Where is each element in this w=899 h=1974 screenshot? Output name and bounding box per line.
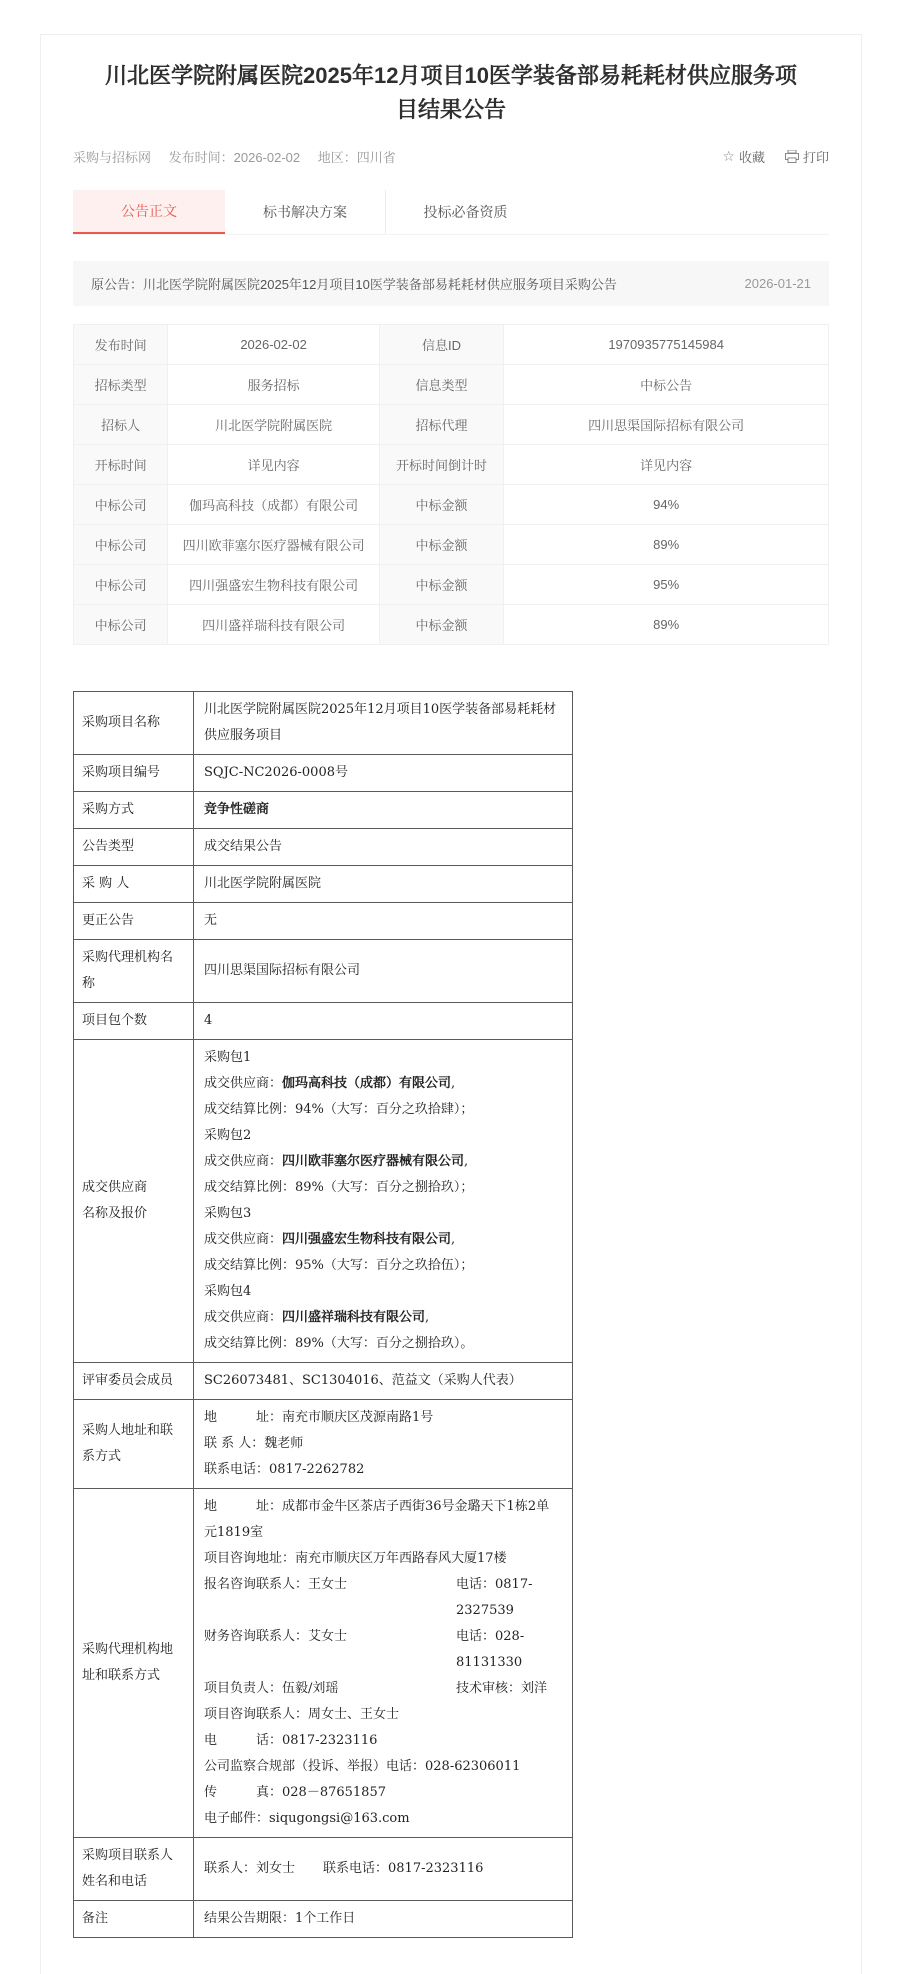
detail-label: 评审委员会成员 xyxy=(74,1363,194,1400)
purchaser-phone: 联系电话：0817-2262782 xyxy=(204,1462,365,1478)
info-label: 中标公司 xyxy=(74,605,168,645)
purchaser-name: 川北医学院附属医院 xyxy=(194,866,573,903)
publish-time: 发布时间：2026-02-02 xyxy=(168,150,301,166)
page-title: 川北医学院附属医院2025年12月项目10医学装备部易耗耗材供应服务项目结果公告 xyxy=(105,63,797,123)
info-value: 2026-02-02 xyxy=(168,325,379,365)
print-label: 打印 xyxy=(802,150,829,166)
agency-consult-address: 项目咨询地址：南充市顺庆区万年西路春风大厦17楼 xyxy=(204,1551,507,1567)
tech-review: 技术审核：刘洋 xyxy=(456,1681,548,1697)
winner-amount: 89% xyxy=(504,525,829,565)
original-notice-date: 2026-01-21 xyxy=(744,276,811,292)
info-label: 中标金额 xyxy=(379,525,504,565)
agency-consult-contact: 项目咨询联系人：周女士、王女士 xyxy=(204,1707,400,1723)
table-row xyxy=(74,1489,573,1838)
agency-manager-line xyxy=(204,1676,562,1702)
package-supplier-line xyxy=(204,1227,562,1253)
info-label: 中标金额 xyxy=(379,565,504,605)
table-row xyxy=(74,325,829,365)
table-row xyxy=(74,1838,573,1901)
supplier-label: 成交供应商： xyxy=(204,1310,283,1326)
favorite-label: 收藏 xyxy=(738,150,765,166)
source-site: 采购与招标网 xyxy=(73,150,152,166)
package-count: 4 xyxy=(194,1003,573,1040)
deal-label-line2: 名称及报价 xyxy=(82,1206,148,1222)
detail-table xyxy=(73,691,573,1938)
info-label: 中标公司 xyxy=(74,485,168,525)
committee-members: SC26073481、SC1304016、范益文（采购人代表） xyxy=(194,1363,573,1400)
info-label: 开标时间倒计时 xyxy=(379,445,504,485)
table-row xyxy=(74,1400,573,1489)
info-value: 川北医学院附属医院 xyxy=(168,405,379,445)
package-block xyxy=(204,1279,562,1357)
detail-label: 更正公告 xyxy=(74,903,194,940)
supplier-tail: , xyxy=(425,1310,430,1326)
package-ratio-line: 成交结算比例：89%（大写：百分之捌拾玖）； xyxy=(204,1180,474,1196)
project-number: SQJC-NC2026-0008号 xyxy=(194,755,573,792)
info-label: 中标金额 xyxy=(379,605,504,645)
winner-amount: 89% xyxy=(504,605,829,645)
package-title: 采购包2 xyxy=(204,1128,252,1144)
info-label: 招标人 xyxy=(74,405,168,445)
detail-label: 采购项目联系人姓名和电话 xyxy=(74,1838,194,1901)
package-block xyxy=(204,1045,562,1123)
winner-company: 伽玛高科技（成都）有限公司 xyxy=(168,485,379,525)
info-label: 中标金额 xyxy=(379,485,504,525)
table-row xyxy=(74,692,573,755)
remark-value: 结果公告期限：1个工作日 xyxy=(194,1901,573,1938)
correction-notice: 无 xyxy=(194,903,573,940)
supplier-tail: , xyxy=(464,1154,469,1170)
info-value: 1970935775145984 xyxy=(504,325,829,365)
detail-label: 采购人地址和联系方式 xyxy=(74,1400,194,1489)
notice-type: 成交结果公告 xyxy=(194,829,573,866)
favorite-button[interactable] xyxy=(722,147,765,166)
table-row xyxy=(74,365,829,405)
detail-label: 备注 xyxy=(74,1901,194,1938)
agency-fax: 传 真：028－87651857 xyxy=(204,1785,386,1801)
signup-contact: 报名咨询联系人：王女士 xyxy=(204,1577,348,1593)
print-button[interactable] xyxy=(785,147,829,166)
detail-label: 采购代理机构地址和联系方式 xyxy=(74,1489,194,1838)
info-label: 信息ID xyxy=(379,325,504,365)
project-contact-person: 联系人：刘女士 xyxy=(204,1861,296,1877)
signup-phone: 电话：0817-2327539 xyxy=(456,1577,533,1619)
supplier-tail: , xyxy=(451,1076,456,1092)
table-row xyxy=(74,829,573,866)
agency-finance-line xyxy=(204,1624,562,1676)
package-supplier-line xyxy=(204,1305,562,1331)
winner-amount: 95% xyxy=(504,565,829,605)
supplier-label: 成交供应商： xyxy=(204,1076,283,1092)
tab-bid-solution[interactable]: 标书解决方案 xyxy=(225,190,385,234)
supplier-name: 四川盛祥瑞科技有限公司 xyxy=(282,1310,426,1326)
original-notice-bar xyxy=(73,261,829,306)
info-label: 中标公司 xyxy=(74,565,168,605)
purchaser-contact-person: 联 系 人：魏老师 xyxy=(204,1436,304,1452)
table-row xyxy=(74,525,829,565)
deal-label-line1: 成交供应商 xyxy=(82,1180,148,1196)
info-value: 四川思渠国际招标有限公司 xyxy=(504,405,829,445)
supplier-name: 四川强盛宏生物科技有限公司 xyxy=(282,1232,452,1248)
project-name: 川北医学院附属医院2025年12月项目10医学装备部易耗耗材供应服务项目 xyxy=(194,692,573,755)
table-row xyxy=(74,445,829,485)
table-row xyxy=(74,1003,573,1040)
info-value: 中标公告 xyxy=(504,365,829,405)
detail-label: 项目包个数 xyxy=(74,1003,194,1040)
table-row xyxy=(74,755,573,792)
deal-suppliers-cell xyxy=(194,1040,573,1363)
table-row xyxy=(74,405,829,445)
supplier-label: 成交供应商： xyxy=(204,1154,283,1170)
table-row xyxy=(74,485,829,525)
detail-label: 采购项目编号 xyxy=(74,755,194,792)
info-label: 发布时间 xyxy=(74,325,168,365)
meta-bar xyxy=(73,147,829,166)
info-value: 详见内容 xyxy=(168,445,379,485)
region: 地区：四川省 xyxy=(317,150,396,166)
agency-signup-line xyxy=(204,1572,562,1624)
table-row xyxy=(74,1040,573,1363)
table-row xyxy=(74,1901,573,1938)
winner-company: 四川盛祥瑞科技有限公司 xyxy=(168,605,379,645)
project-contact-cell xyxy=(194,1838,573,1901)
purchaser-address: 地 址：南充市顺庆区茂源南路1号 xyxy=(204,1410,434,1426)
package-title: 采购包4 xyxy=(204,1284,252,1300)
procurement-method: 竞争性磋商 xyxy=(194,792,573,829)
project-manager: 项目负责人：伍毅/刘瑶 xyxy=(204,1681,339,1697)
detail-label xyxy=(74,1040,194,1363)
package-ratio-line: 成交结算比例：94%（大写：百分之玖拾肆）； xyxy=(204,1102,474,1118)
table-row xyxy=(74,1363,573,1400)
supplier-name: 伽玛高科技（成都）有限公司 xyxy=(282,1076,452,1092)
agency-email: 电子邮件：siqugongsi@163.com xyxy=(204,1811,410,1827)
detail-label: 采购方式 xyxy=(74,792,194,829)
toolbar xyxy=(722,147,829,166)
agency-name: 四川思渠国际招标有限公司 xyxy=(194,940,573,1003)
project-contact-phone: 联系电话：0817-2323116 xyxy=(323,1861,484,1877)
table-row xyxy=(74,565,829,605)
info-value: 详见内容 xyxy=(504,445,829,485)
supplier-tail: , xyxy=(451,1232,456,1248)
original-notice-link[interactable]: 原公告：川北医学院附属医院2025年12月项目10医学装备部易耗耗材供应服务项目采购公告 xyxy=(91,277,617,293)
supplier-name: 四川欧菲塞尔医疗器械有限公司 xyxy=(282,1154,465,1170)
package-supplier-line xyxy=(204,1149,562,1175)
table-row xyxy=(74,940,573,1003)
bid-info-table xyxy=(73,324,829,645)
purchaser-contact-cell xyxy=(194,1400,573,1489)
meta-info xyxy=(73,147,410,166)
detail-label: 采 购 人 xyxy=(74,866,194,903)
page xyxy=(0,34,899,1974)
table-row xyxy=(74,605,829,645)
supplier-label: 成交供应商： xyxy=(204,1232,283,1248)
package-supplier-line xyxy=(204,1071,562,1097)
finance-contact: 财务咨询联系人：艾女士 xyxy=(204,1629,348,1645)
table-row xyxy=(74,866,573,903)
detail-label: 采购项目名称 xyxy=(74,692,194,755)
table-row xyxy=(74,792,573,829)
info-label: 中标公司 xyxy=(74,525,168,565)
winner-company: 四川欧菲塞尔医疗器械有限公司 xyxy=(168,525,379,565)
star-icon: ☆ xyxy=(722,148,735,165)
agency-contact-cell xyxy=(194,1489,573,1838)
finance-phone: 电话：028-81131330 xyxy=(456,1629,525,1671)
info-label: 信息类型 xyxy=(379,365,504,405)
package-title: 采购包1 xyxy=(204,1050,252,1066)
package-title: 采购包3 xyxy=(204,1206,252,1222)
announcement-card xyxy=(40,34,862,1974)
agency-supervision-phone: 公司监察合规部（投诉、举报）电话：028-62306011 xyxy=(204,1759,521,1775)
package-ratio-line: 成交结算比例：95%（大写：百分之玖拾伍）； xyxy=(204,1258,474,1274)
agency-address: 地 址：成都市金牛区茶店子西街36号金璐天下1栋2单元1819室 xyxy=(204,1499,550,1541)
tab-bar xyxy=(73,190,829,235)
agency-phone: 电 话：0817-2323116 xyxy=(204,1733,378,1749)
table-row xyxy=(74,903,573,940)
info-value: 服务招标 xyxy=(168,365,379,405)
detail-label: 公告类型 xyxy=(74,829,194,866)
tab-announcement-body[interactable]: 公告正文 xyxy=(73,190,225,234)
info-label: 招标类型 xyxy=(74,365,168,405)
winner-company: 四川强盛宏生物科技有限公司 xyxy=(168,565,379,605)
tab-bid-qualification[interactable]: 投标必备资质 xyxy=(385,190,545,234)
info-label: 招标代理 xyxy=(379,405,504,445)
package-ratio-line: 成交结算比例：89%（大写：百分之捌拾玖）。 xyxy=(204,1336,474,1352)
printer-icon xyxy=(785,150,799,163)
package-block xyxy=(204,1123,562,1201)
detail-label: 采购代理机构名称 xyxy=(74,940,194,1003)
winner-amount: 94% xyxy=(504,485,829,525)
package-block xyxy=(204,1201,562,1279)
info-label: 开标时间 xyxy=(74,445,168,485)
